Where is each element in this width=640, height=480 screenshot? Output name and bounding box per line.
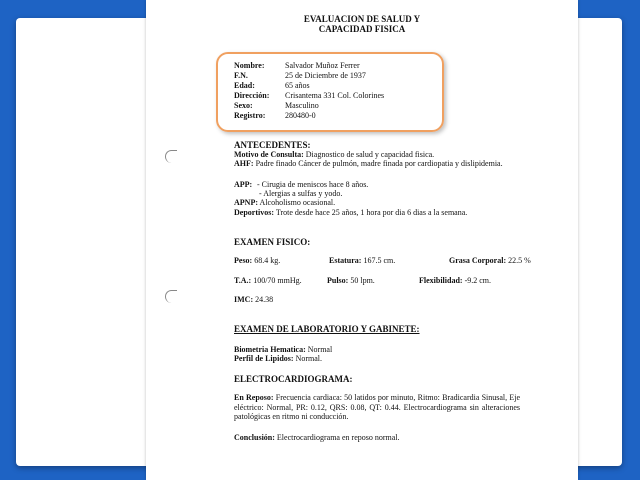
document-title-line2: CAPACIDAD FISICA <box>318 24 406 34</box>
nombre-label: Nombre: <box>234 61 265 70</box>
ahf-label: AHF: <box>234 159 254 168</box>
biometria-label: Biometria Hematica: <box>234 345 306 354</box>
patient-nombre-row <box>234 61 360 70</box>
sexo-label: Sexo: <box>234 101 253 110</box>
imc-value: 24.38 <box>253 295 274 304</box>
laboratorio-heading: EXAMEN DE LABORATORIO Y GABINETE: <box>234 324 420 334</box>
peso-field <box>234 256 280 265</box>
motivo-label: Motivo de Consulta: <box>234 150 304 159</box>
grasa-value: 22.5 % <box>506 256 531 265</box>
motivo-value: Diagnostico de salud y capacidad fisica. <box>303 150 435 159</box>
antecedentes-heading: ANTECEDENTES: <box>234 140 311 150</box>
apnp-label: APNP: <box>234 198 258 207</box>
peso-value: 68.4 kg. <box>252 256 281 265</box>
conclusion-line <box>234 433 400 442</box>
imc-label: IMC: <box>234 295 254 304</box>
reposo-value: Frecuencia cardiaca: 50 latidos por minuto, Ritmo: Bradicardia Sinusal, Eje eléctrico: Normal, PR: 0.12, QRS: 0.08, QT: 0.44. Electrocardiograma sin alteraciones patológicas en ritmo ni conducción. <box>234 393 521 421</box>
pulso-label: Pulso: <box>327 276 349 285</box>
apnp-value: Alcoholismo ocasional. <box>258 198 336 207</box>
ahf-paragraph <box>234 159 520 169</box>
grasa-field <box>449 256 531 265</box>
peso-label: Peso: <box>234 256 253 265</box>
imc-field <box>234 295 273 304</box>
ecg-heading: ELECTROCARDIOGRAMA: <box>234 374 353 384</box>
patient-edad-row <box>234 81 310 90</box>
flexibilidad-label: Flexibilidad: <box>419 276 463 285</box>
patient-sexo-row <box>234 101 319 110</box>
fn-value: 25 de Diciembre de 1937 <box>285 71 366 80</box>
lipidos-value: Normal. <box>293 354 322 363</box>
app-item-2: - Alergias a sulfas y yodo. <box>259 189 343 198</box>
conclusion-value: Electrocardiograma en reposo normal. <box>274 433 400 442</box>
edad-label: Edad: <box>234 81 255 90</box>
sexo-value: Masculino <box>285 101 319 110</box>
lipidos-label: Perfil de Lipidos: <box>234 354 294 363</box>
grasa-label: Grasa Corporal: <box>449 256 507 265</box>
patient-direccion-row <box>234 91 384 100</box>
motivo-line <box>234 150 434 159</box>
nombre-value: Salvador Muñoz Ferrer <box>285 61 360 70</box>
binder-hole-mark-lower <box>165 290 177 303</box>
reposo-label: En Reposo: <box>234 393 274 402</box>
direccion-value: Crisantema 331 Col. Colorines <box>285 91 385 100</box>
deportivos-line <box>234 208 467 217</box>
registro-value: 280480-0 <box>285 111 316 120</box>
pulso-field <box>327 276 375 285</box>
deportivos-value: Trote desde hace 25 años, 1 hora por dia 6 dias a la semana. <box>274 208 468 217</box>
app-item-1: - Cirugia de meniscos hace 8 años. <box>257 180 369 189</box>
flexibilidad-value: -9.2 cm. <box>462 276 491 285</box>
lipidos-line <box>234 354 322 363</box>
edad-value: 65 años <box>285 81 310 90</box>
biometria-line <box>234 345 332 354</box>
ta-field <box>234 276 302 285</box>
flexibilidad-field <box>419 276 491 285</box>
conclusion-label: Conclusión: <box>234 433 275 442</box>
estatura-value: 167.5 cm. <box>361 256 396 265</box>
ahf-value: Padre finado Cáncer de pulmón, madre finada por cardiopatia y dislipidemia. <box>253 159 503 168</box>
document-title-line1: EVALUACION DE SALUD Y <box>303 14 421 24</box>
ecg-reposo-paragraph <box>234 393 520 422</box>
app-line <box>234 180 252 189</box>
app-label: APP: <box>234 180 253 189</box>
pulso-value: 50 lpm. <box>348 276 375 285</box>
direccion-label: Dirección: <box>234 91 270 100</box>
examen-fisico-heading: EXAMEN FISICO: <box>234 237 311 247</box>
ta-value: 100/70 mmHg. <box>251 276 302 285</box>
estatura-field <box>329 256 395 265</box>
deportivos-label: Deportivos: <box>234 208 274 217</box>
apnp-line <box>234 198 335 207</box>
estatura-label: Estatura: <box>329 256 362 265</box>
document-page <box>146 0 578 480</box>
binder-hole-mark-upper <box>165 150 177 163</box>
patient-registro-row <box>234 111 316 120</box>
registro-label: Registro: <box>234 111 266 120</box>
biometria-value: Normal <box>305 345 333 354</box>
patient-fn-row <box>234 71 366 80</box>
fn-label: F.N. <box>234 71 248 80</box>
ta-label: T.A.: <box>234 276 252 285</box>
